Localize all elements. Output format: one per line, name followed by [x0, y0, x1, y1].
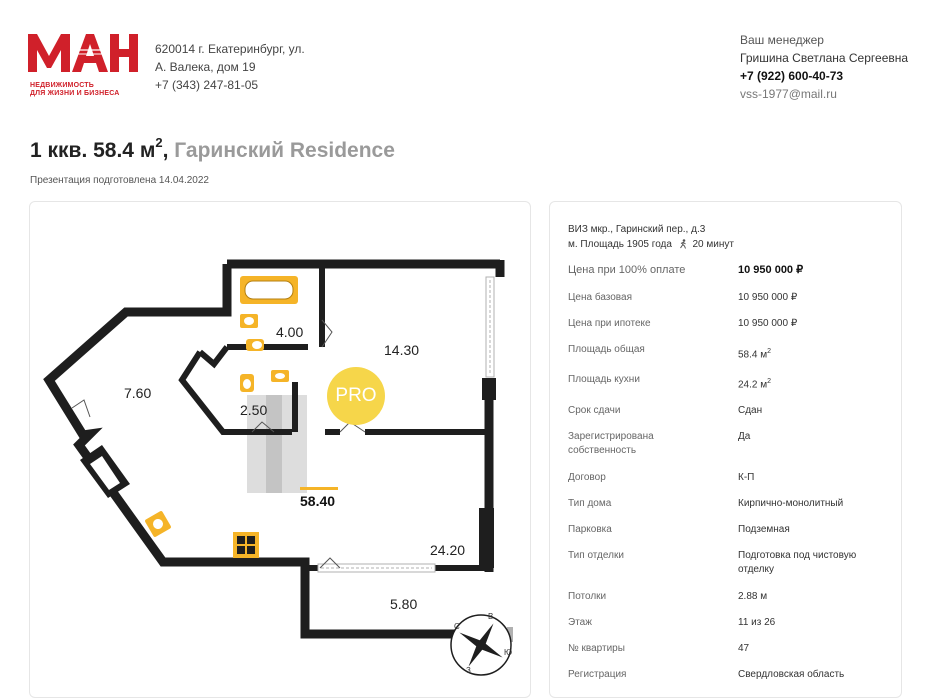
title-complex-name[interactable]: Гаринский Residence — [174, 139, 395, 162]
prop-label-house-type: Тип дома — [568, 498, 612, 509]
prop-label-ceilings: Потолки — [568, 591, 607, 602]
manager-name: Гришина Светлана Сергеевна — [740, 51, 909, 65]
total-area-accent — [300, 487, 338, 490]
compass-east: В — [488, 612, 494, 621]
manager-email[interactable]: vss-1977@mail.ru — [740, 87, 837, 101]
prop-label-floor: Этаж — [568, 617, 592, 628]
prop-label-apartment-number: № квартиры — [568, 643, 625, 654]
metro-line — [568, 237, 888, 252]
room-area-loggia: 5.80 — [390, 596, 418, 612]
compass-north: С — [454, 622, 460, 631]
title-comma: , — [162, 139, 169, 162]
property-info-card — [549, 201, 902, 698]
manager-phone[interactable]: +7 (922) 600-40-73 — [740, 69, 844, 83]
area-total-sup: 2 — [767, 348, 772, 355]
prop-label-price-mortgage: Цена при ипотеке — [568, 318, 651, 329]
prop-value-area-total — [738, 345, 888, 362]
walking-person-icon — [679, 239, 688, 249]
prop-label-deadline: Срок сдачи — [568, 405, 621, 416]
agency-phone[interactable]: +7 (343) 247-81-05 — [155, 78, 259, 92]
prop-value-registered: Да — [738, 431, 751, 442]
prop-label-area-kitchen: Площадь кухни — [568, 374, 640, 385]
walk-time: 20 минут — [692, 239, 734, 250]
prop-value-floor: 11 из 26 — [738, 617, 776, 628]
area-kitchen-sup: 2 — [767, 378, 772, 385]
prop-label-registered: Зарегистрирована собственность — [568, 431, 654, 456]
address-line: ВИЗ мкр., Гаринский пер., д.3 — [568, 224, 706, 235]
prop-value-area-kitchen — [738, 375, 888, 392]
logo-tagline-line2: ДЛЯ ЖИЗНИ И БИЗНЕСА — [30, 90, 120, 97]
page-title — [30, 137, 395, 163]
prop-value-price-mortgage: 10 950 000 ₽ — [738, 318, 798, 329]
prop-value-price-base: 10 950 000 ₽ — [738, 292, 798, 303]
prop-value-contract: К-П — [738, 472, 755, 483]
compass-west: З — [466, 666, 471, 675]
compass-south: Ю — [504, 648, 513, 657]
room-area-living: 14.30 — [384, 342, 420, 358]
prop-value-apartment-number: 47 — [738, 643, 750, 654]
pro-badge[interactable]: PRO — [327, 367, 385, 425]
manager-caption: Ваш менеджер — [740, 33, 824, 47]
agency-address-line1: 620014 г. Екатеринбург, ул. — [155, 42, 305, 56]
prop-label-finish: Тип отделки — [568, 550, 624, 561]
prop-value-parking: Подземная — [738, 524, 790, 535]
prop-label-parking: Парковка — [568, 524, 612, 535]
prop-value-registration: Свердловская область — [738, 669, 845, 680]
logo-tagline-line1: НЕДВИЖИМОСТЬ — [30, 82, 95, 89]
prop-label-price-base: Цена базовая — [568, 292, 632, 303]
logo-mark — [28, 30, 140, 74]
manager-contacts — [740, 31, 908, 103]
presentation-date: Презентация подготовлена 14.04.2022 — [30, 175, 209, 186]
prop-value-house-type: Кирпично-монолитный — [738, 498, 844, 509]
prop-label-registration: Регистрация — [568, 669, 627, 680]
floor-plan-card — [29, 201, 531, 698]
agency-address-line2: А. Валека, дом 19 — [155, 60, 256, 74]
total-area-label: 58.40 — [300, 493, 336, 509]
compass-icon — [448, 612, 514, 678]
prop-value-finish: Подготовка под чистовую отделку — [738, 550, 857, 575]
prop-label-price-full: Цена при 100% оплате — [568, 264, 686, 276]
prop-label-area-total: Площадь общая — [568, 344, 645, 355]
prop-value-deadline: Сдан — [738, 405, 763, 416]
prop-value-price-full: 10 950 000 ₽ — [738, 264, 804, 276]
metro-station: м. Площадь 1905 года — [568, 239, 672, 250]
room-area-bath: 4.00 — [276, 324, 304, 340]
room-area-wc: 2.50 — [240, 402, 268, 418]
title-unit-sup: 2 — [155, 135, 163, 150]
logo-tagline — [30, 82, 120, 98]
title-apartment: 1 ккв. 58.4 м — [30, 139, 156, 162]
room-area-left: 7.60 — [124, 385, 152, 401]
company-logo[interactable] — [28, 30, 140, 100]
area-total-number: 58.4 м — [738, 349, 768, 361]
agency-contacts — [155, 40, 305, 94]
area-kitchen-number: 24.2 м — [738, 379, 768, 391]
room-area-kitchen: 24.20 — [430, 542, 466, 558]
prop-label-contract: Договор — [568, 472, 606, 483]
prop-value-ceilings: 2.88 м — [738, 591, 768, 602]
property-address — [568, 222, 888, 252]
